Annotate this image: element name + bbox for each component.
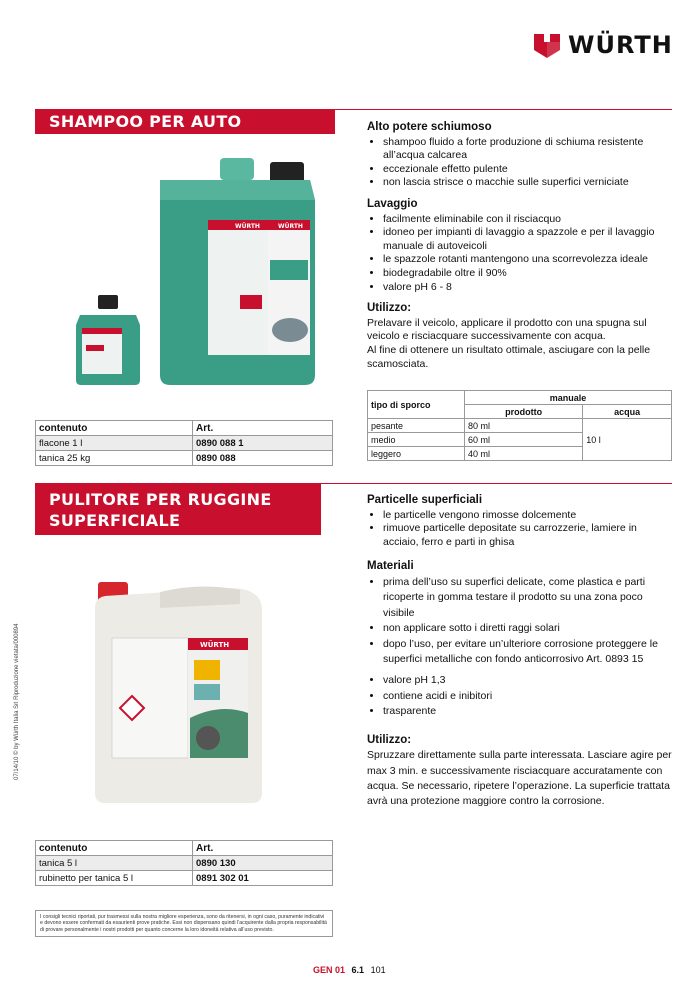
section-title-rust [35,483,321,535]
list-item: • contiene acidi e inibitori [383,689,672,704]
wurth-logo-icon [532,30,562,60]
feature-list-foam [367,136,672,190]
wurth-logo [532,28,673,62]
feature-list-materials [367,575,672,667]
cell-content: tanica 5 l [36,856,193,871]
usage-text: Prelavare il veicolo, applicare il prodotto con una spugna sul veicolo e risciacquare successivamente con acqua. [367,316,647,343]
table-row [36,856,333,871]
cell-type: pesante [368,419,465,433]
list-item: • idoneo per impianti di lavaggio a spazzole e per il lavaggio manuale di autoveicoli [383,226,672,253]
list-item: • biodegradabile oltre il 90% [383,267,672,281]
cell-content: tanica 25 kg [36,451,193,466]
brand-name: WÜRTH [568,31,673,59]
cell-art: 0890 088 [193,451,333,466]
section-title-text: SUPERFICIALE [49,511,181,530]
feature-list-particles [367,509,672,550]
svg-text:WÜRTH: WÜRTH [235,223,260,230]
cell-content: rubinetto per tanica 5 l [36,871,193,886]
shampoo-features [367,121,672,371]
feature-heading-particles: Particelle superficiali [367,494,483,506]
page-section: 6.1 [351,965,365,975]
col-header-content: contenuto [36,421,193,436]
list-item: • facilmente eliminabile con il risciacquo [383,213,672,227]
feature-heading-wash: Lavaggio [367,197,418,210]
col-header-manual: manuale [465,391,672,405]
col-header-art: Art. [193,841,333,856]
usage-heading: Utilizzo: [367,302,412,315]
svg-text:WÜRTH: WÜRTH [278,223,303,230]
table-row [36,871,333,886]
table-row [36,451,333,466]
col-header-water: acqua [583,405,672,419]
list-item: • prima dell’uso su superfici delicate, come plastica e parti ricoperte in gomma testare il prodotto su una zona poco visibile [383,575,672,621]
section-divider [35,109,672,110]
section-title-text: SHAMPOO PER AUTO [49,112,242,131]
usage-heading: Utilizzo: [367,733,412,746]
col-header-product: prodotto [465,405,583,419]
list-item: • dopo l’uso, per evitare un’ulteriore corrosione proteggere le superfici metalliche con fondo anticorrosivo Art. 0893 15 [383,637,672,668]
cell-content: flacone 1 l [36,436,193,451]
col-header-type: tipo di sporco [368,391,465,419]
feature-list-wash [367,213,672,295]
cell-art: 0891 302 01 [193,871,333,886]
cell-product: 40 ml [465,447,583,461]
list-item: • shampoo fluido a forte produzione di schiuma resistente all’acqua calcarea [383,136,672,163]
cell-type: leggero [368,447,465,461]
cell-type: medio [368,433,465,447]
dosage-table [367,390,672,461]
cell-product: 80 ml [465,419,583,433]
page-num: 101 [370,965,386,975]
cell-art: 0890 088 1 [193,436,333,451]
usage-text: Al fine di ottenere un risultato ottimale, asciugare con la pelle scamosciata. [367,343,651,370]
rust-features [367,494,672,810]
list-item: • valore pH 1,3 [383,673,672,688]
rust-cleaner-product-image [90,568,270,808]
shampoo-product-image [60,140,320,390]
col-header-content: contenuto [36,841,193,856]
svg-text:WÜRTH: WÜRTH [200,641,230,649]
list-item: • eccezionale effetto pulente [383,163,672,177]
rust-article-table [35,840,333,886]
section-title-shampoo [35,109,335,134]
section-divider [35,483,672,484]
list-item: • le particelle vengono rimosse dolcemente [383,509,672,523]
cell-product: 60 ml [465,433,583,447]
table-row [368,419,672,433]
cell-art: 0890 130 [193,856,333,871]
page-gen: GEN 01 [313,965,346,975]
list-item: • valore pH 6 - 8 [383,281,672,295]
list-item: • non lascia strisce o macchie sulle superfici verniciate [383,176,672,190]
list-item: • rimuove particelle depositate su carrozzerie, lamiere in acciaio, ferro e parti in ghisa [383,522,672,549]
cell-water: 10 l [583,419,672,461]
disclaimer: I consigli tecnici riportati, pur trasmessi sulla nostra migliore esperienza, sono da ritenersi, in ogni caso, puramente indicativi e devono essere confermati da esaurienti prove pratiche. Essi non dispensano quindi l’acquirente dalla propria responsabilità di provare personalmente i nostri prodotti per quanto concerne la loro idoneità relativa all’uso previsto. [35,910,333,937]
feature-list-properties [367,673,672,719]
shampoo-article-table [35,420,333,466]
list-item: • trasparente [383,704,672,719]
table-row [36,436,333,451]
feature-heading-foam: Alto potere schiumoso [367,121,492,133]
side-note: 07/14/10 © by Würth Italia Srl Riproduzione vietata/000894 [14,623,20,780]
feature-heading-materials: Materiali [367,560,414,573]
list-item: • le spazzole rotanti mantengono una scorrevolezza ideale [383,253,672,267]
page-number [313,965,386,975]
section-title-text: PULITORE PER RUGGINE [49,490,272,509]
usage-text: Spruzzare direttamente sulla parte interessata. Lasciare agire per max 3 min. e successivamente risciacquare accuratamente con acqua. Se necessario, ripetere l’operazione. La superficie trattata avrà una protezione maggiore contro la corrosione. [367,749,672,808]
list-item: • non applicare sotto i diretti raggi solari [383,621,672,636]
col-header-art: Art. [193,421,333,436]
